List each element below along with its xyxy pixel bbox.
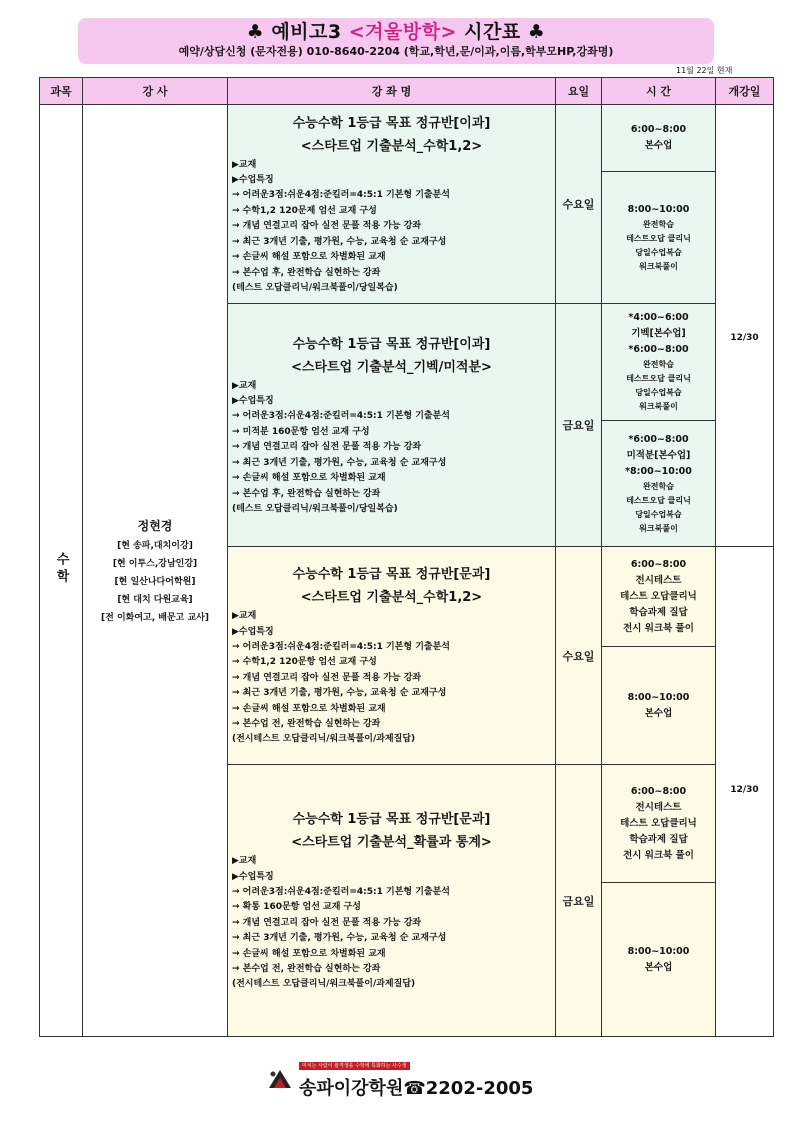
time-slot: *6:00~8:00 미적분[본수업] *8:00~10:00 완전학습 테스트오답 클리닉 당일수업복습 워크북풀이: [602, 421, 716, 547]
course-line: ▶교재: [232, 856, 257, 867]
course-line: → 최근 3개년 기출, 평가원, 수능, 교육청 순 교재구성: [232, 688, 447, 699]
course-line: → 수학1,2 120문항 엄선 교재 구성: [232, 657, 377, 668]
open-date-cell: 12/30: [716, 547, 774, 1037]
footer-slogan: 미치는 사람이 합격생을 수학에 특화하는 사수생: [299, 1062, 410, 1070]
course-line: → 본수업 전, 완전학습 실현하는 강좌: [232, 964, 381, 975]
course-title: 수능수학 1등급 목표 정규반[이과]: [292, 115, 491, 131]
course-line: → 개념 연결고리 잡아 실전 문풀 적용 가능 강좌: [232, 672, 422, 683]
course-subtitle: <스타트업 기출분석_확률과 통계>: [291, 835, 492, 851]
instructor-career: [현 송파,대치이강]: [117, 540, 193, 551]
course-line: → 최근 3개년 기출, 평가원, 수능, 교육청 순 교재구성: [232, 236, 447, 247]
academy-name: 송파이강학원☎2202-2005: [299, 1078, 534, 1099]
schedule-table: [39, 77, 774, 1037]
course-line: (테스트 오답클리닉/워크북풀이/당일복습): [232, 503, 398, 514]
header-course: 강 좌 명: [228, 78, 556, 105]
instructor-career: [현 대치 다원교육]: [117, 594, 193, 605]
course-line: → 어려운3점:쉬운4점:준킬러=4:5:1 기본형 기출분석: [232, 190, 450, 201]
instructor-name: 정현경: [137, 518, 173, 533]
footer: [265, 1060, 535, 1100]
day-cell: 금요일: [556, 765, 602, 1037]
instructor-career: [현 이투스,강남인강]: [112, 558, 198, 569]
course-line: → 어려운3점:쉬운4점:준킬러=4:5:1 기본형 기출분석: [232, 411, 450, 422]
time-slot: 8:00~10:00 본수업: [602, 883, 716, 1037]
course-title: 수능수학 1등급 목표 정규반[문과]: [292, 812, 491, 828]
header-instructor: 강 사: [83, 78, 228, 105]
course-line: → 손글씨 해설 포함으로 차별화된 교재: [232, 252, 386, 263]
course-line: → 본수업 전, 완전학습 실현하는 강좌: [232, 719, 381, 730]
course-line: → 손글씨 해설 포함으로 차별화된 교재: [232, 948, 386, 959]
course-cell: [228, 547, 556, 765]
course-cell: [228, 765, 556, 1037]
course-line: → 본수업 후, 완전학습 실현하는 강좌: [232, 488, 381, 499]
time-slot: 6:00~8:00 전시테스트 테스트 오답클리닉 학습과제 질답 전시 워크북 풀이: [602, 765, 716, 883]
course-line: → 미적분 160문항 엄선 교재 구성: [232, 426, 370, 437]
course-line: → 손글씨 해설 포함으로 차별화된 교재: [232, 473, 386, 484]
academy-phone: ☎2202-2005: [403, 1078, 534, 1099]
time-slot: 6:00~8:00 전시테스트 테스트 오답클리닉 학습과제 질답 전시 워크북 풀이: [602, 547, 716, 647]
course-subtitle: <스타트업 기출분석_수학1,2>: [300, 138, 483, 154]
course-line: → 어려운3점:쉬운4점:준킬러=4:5:1 기본형 기출분석: [232, 641, 450, 652]
instructor-career: [전 이화여고, 배문고 교사]: [101, 612, 209, 623]
header-subject: 과목: [40, 78, 83, 105]
course-line: → 최근 3개년 기출, 평가원, 수능, 교육청 순 교재구성: [232, 933, 447, 944]
course-title: 수능수학 1등급 목표 정규반[문과]: [292, 567, 491, 583]
course-line: ▶수업특징: [232, 871, 274, 882]
course-cell: [228, 304, 556, 547]
course-line: (전시테스트 오답클리닉/워크북풀이/과제질답): [232, 734, 416, 745]
course-line: ▶교재: [232, 380, 257, 391]
instructor-career: [현 일산나다어학원]: [114, 576, 196, 587]
page-title: ♣ 예비고3 <겨울방학> 시간표 ♣: [246, 21, 546, 43]
subject-cell: 수학: [40, 105, 83, 1037]
title-accent: <겨울방학>: [348, 21, 457, 43]
time-slot: *4:00~6:00 기벡[본수업] *6:00~8:00 완전학습 테스트오답 클리닉 당일수업복습 워크북풀이: [602, 304, 716, 421]
course-line: ▶교재: [232, 159, 257, 170]
header-time: 시 간: [602, 78, 716, 105]
header-row: [40, 78, 774, 105]
course-line: → 최근 3개년 기출, 평가원, 수능, 교육청 순 교재구성: [232, 457, 447, 468]
day-cell: 금요일: [556, 304, 602, 547]
academy-logo-icon: [265, 1066, 295, 1098]
day-cell: 수요일: [556, 105, 602, 304]
time-slot: 6:00~8:00 본수업: [602, 105, 716, 172]
course-line: → 수학1,2 120문제 엄선 교재 구성: [232, 205, 377, 216]
course-line: → 확통 160문항 엄선 교재 구성: [232, 902, 361, 913]
course-line: ▶수업특징: [232, 396, 274, 407]
header-day: 요일: [556, 78, 602, 105]
course-title: 수능수학 1등급 목표 정규반[이과]: [292, 336, 491, 352]
course-line: ▶수업특징: [232, 626, 274, 637]
course-line: → 손글씨 해설 포함으로 차별화된 교재: [232, 703, 386, 714]
day-cell: 수요일: [556, 547, 602, 765]
time-slot: 8:00~10:00 본수업: [602, 647, 716, 765]
course-line: → 개념 연결고리 잡아 실전 문풀 적용 가능 강좌: [232, 917, 422, 928]
course-subtitle: <스타트업 기출분석_수학1,2>: [300, 590, 483, 606]
contact-line: 예약/상담신청 (문자전용) 010-8640-2204 (학교,학년,문/이과,이름,학부모HP,강좌명): [178, 45, 614, 58]
instructor-cell: [83, 105, 228, 1037]
course-line: ▶교재: [232, 611, 257, 622]
course-line: → 개념 연결고리 잡아 실전 문풀 적용 가능 강좌: [232, 442, 422, 453]
course-line: → 어려운3점:쉬운4점:준킬러=4:5:1 기본형 기출분석: [232, 886, 450, 897]
course-line: (테스트 오답클리닉/워크북풀이/당일복습): [232, 282, 398, 293]
as-of-date: 11월 22일 현재: [676, 66, 733, 75]
course-line: → 개념 연결고리 잡아 실전 문풀 적용 가능 강좌: [232, 221, 422, 232]
course-subtitle: <스타트업 기출분석_기벡/미적분>: [291, 359, 492, 375]
header-open-date: 개강일: [716, 78, 774, 105]
time-slot: 8:00~10:00 완전학습 테스트오답 클리닉 당일수업복습 워크북풀이: [602, 172, 716, 304]
course-line: (전시테스트 오답클리닉/워크북풀이/과제질답): [232, 979, 416, 990]
course-cell: [228, 105, 556, 304]
title-banner: [78, 18, 714, 64]
open-date-cell: 12/30: [716, 105, 774, 547]
course-line: → 본수업 후, 완전학습 실현하는 강좌: [232, 267, 381, 278]
course-line: ▶수업특징: [232, 175, 274, 186]
